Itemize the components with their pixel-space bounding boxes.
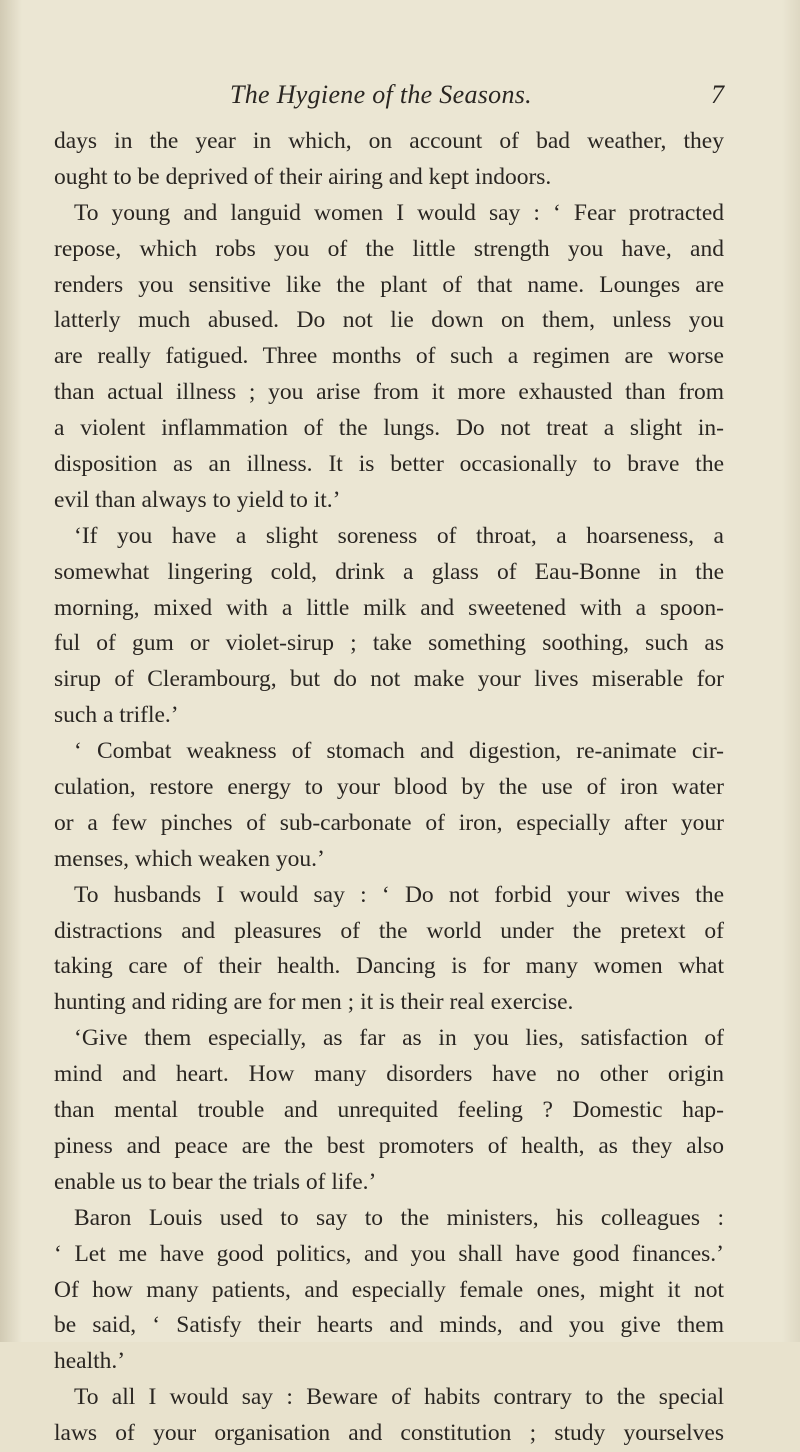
text-line: ‘ Let me have good politics, and you shall have good finances.’	[54, 1240, 724, 1267]
text-line: are really fatigued. Three months of such a regimen are worse	[54, 343, 724, 370]
text-line: hunting and riding are for men ; it is their real exercise.	[54, 989, 574, 1016]
running-head	[54, 80, 724, 114]
text-line: enable us to bear the trials of life.’	[54, 1168, 377, 1195]
text-line: To all I would say : Beware of habits contrary to the special	[74, 1384, 724, 1411]
text-line: laws of your organisation and constitution ; study yourselves	[54, 1420, 724, 1447]
text-line: a violent inflammation of the lungs. Do not treat a slight in-	[54, 415, 724, 442]
text-line: evil than always to yield to it.’	[54, 486, 341, 513]
text-line: culation, restore energy to your blood by the use of iron water	[54, 774, 724, 801]
text-line: health.’	[54, 1348, 126, 1375]
text-line: be said, ‘ Satisfy their hearts and minds, and you give them	[54, 1312, 724, 1339]
text-line: To young and languid women I would say : ‘ Fear protracted	[74, 199, 724, 226]
text-line: than actual illness ; you arise from it more exhausted than from	[54, 379, 724, 406]
text-line: or a few pinches of sub-carbonate of iron, especially after your	[54, 809, 724, 836]
text-line: morning, mixed with a little milk and sweetened with a spoon-	[54, 594, 724, 621]
text-line: disposition as an illness. It is better occasionally to brave the	[54, 451, 724, 478]
page-number: 7	[711, 80, 724, 109]
text-line: latterly much abused. Do not lie down on them, unless you	[54, 307, 724, 334]
text-line: than mental trouble and unrequited feeling ? Domestic hap-	[54, 1097, 724, 1124]
text-line: somewhat lingering cold, drink a glass of Eau-Bonne in the	[54, 558, 724, 585]
text-line: days in the year in which, on account of bad weather, they	[54, 128, 724, 154]
text-line: taking care of their health. Dancing is for many women what	[54, 953, 724, 980]
text-line: ‘If you have a slight soreness of throat, a hoarseness, a	[74, 522, 724, 549]
text-line: ful of gum or violet-sirup ; take something soothing, such as	[54, 630, 724, 657]
text-line: ‘Give them especially, as far as in you lies, satisfaction of	[74, 1025, 724, 1052]
text-line: To husbands I would say : ‘ Do not forbid your wives the	[74, 881, 724, 908]
text-line: sirup of Clerambourg, but do not make your lives miserable for	[54, 666, 724, 693]
text-line: Of how many patients, and especially female ones, might it not	[54, 1276, 724, 1303]
text-line: menses, which weaken you.’	[54, 845, 325, 872]
text-line: such a trifle.’	[54, 702, 179, 729]
text-line: repose, which robs you of the little strength you have, and	[54, 235, 724, 262]
text-line: distractions and pleasures of the world under the pretext of	[54, 917, 724, 944]
text-line: ‘ Combat weakness of stomach and digestion, re-animate cir-	[74, 738, 724, 765]
text-line: Baron Louis used to say to the ministers, his colleagues :	[74, 1204, 724, 1231]
running-title: The Hygiene of the Seasons.	[230, 80, 532, 109]
body-text	[54, 124, 724, 1452]
text-line: renders you sensitive like the plant of that name. Lounges are	[54, 271, 724, 298]
text-line: mind and heart. How many disorders have no other origin	[54, 1061, 724, 1088]
text-line: piness and peace are the best promoters of health, as they also	[54, 1132, 724, 1159]
text-line: ought to be deprived of their airing and kept indoors.	[54, 163, 552, 190]
